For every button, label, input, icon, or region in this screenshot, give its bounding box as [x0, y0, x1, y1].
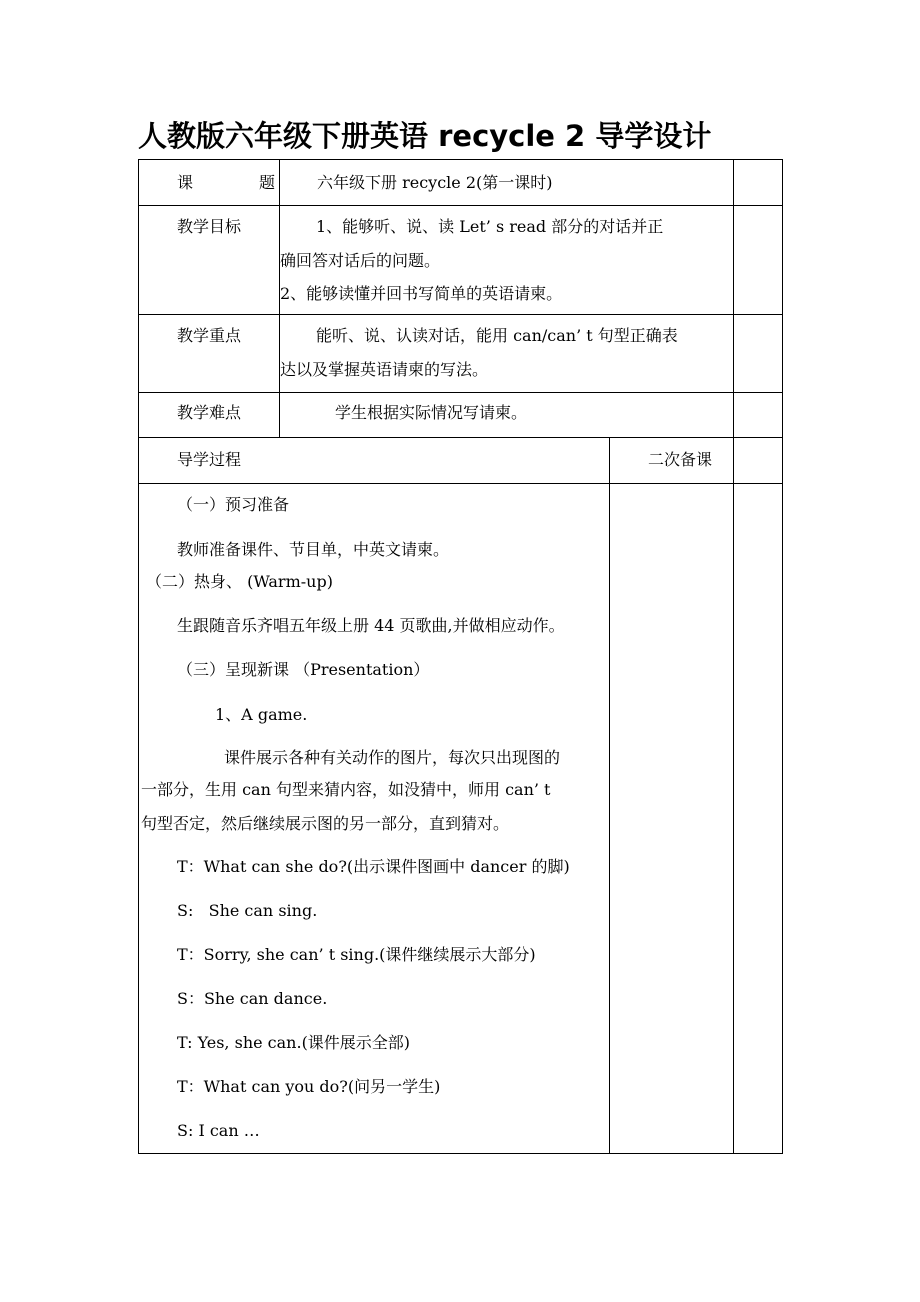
- key-line: 能听、说、认读对话，能用 can/can’ t 句型正确表: [316, 326, 678, 345]
- second-prep-label: 二次备课: [648, 450, 713, 469]
- table-border: [138, 314, 783, 315]
- difficulty-label: 教学难点: [177, 403, 242, 422]
- topic-label: 课: [177, 173, 194, 192]
- dialog-line: S：She can dance.: [177, 989, 328, 1008]
- goals-line: 确回答对话后的问题。: [280, 251, 441, 270]
- table-border: [782, 159, 783, 1154]
- key-line: 达以及掌握英语请柬的写法。: [280, 360, 489, 379]
- section-heading: （二）热身、 (Warm-up): [146, 572, 333, 591]
- goals-line: 1、能够听、说、读 Let’ s read 部分的对话并正: [316, 217, 664, 236]
- game-description-line: 课件展示各种有关动作的图片，每次只出现图的: [224, 748, 561, 767]
- dialog-line: T：Sorry, she can’ t sing.(课件继续展示大部分): [177, 945, 536, 964]
- dialog-line: S: She can sing.: [177, 901, 318, 920]
- table-border: [138, 159, 783, 160]
- difficulty-value: 学生根据实际情况写请柬。: [335, 403, 528, 422]
- game-description-line: 一部分，生用 can 句型来猜内容，如没猜中，师用 can’ t: [141, 780, 551, 799]
- goals-label: 教学目标: [177, 217, 242, 236]
- dialog-line: T: Yes, she can.(课件展示全部): [177, 1033, 411, 1052]
- goals-line: 2、能够读懂并回书写简单的英语请柬。: [280, 284, 563, 303]
- table-border: [733, 159, 734, 1154]
- table-border: [138, 159, 139, 1154]
- topic-value: 六年级下册 recycle 2(第一课时): [317, 173, 553, 192]
- dialog-line: S: I can …: [177, 1121, 260, 1140]
- dialog-line: T：What can she do?(出示课件图画中 dancer 的脚): [177, 857, 570, 876]
- section-text: 生跟随音乐齐唱五年级上册 44 页歌曲,并做相应动作。: [177, 616, 565, 635]
- topic-label: 题: [259, 173, 276, 192]
- table-border: [138, 437, 783, 438]
- table-border: [138, 483, 783, 484]
- table-border: [138, 392, 783, 393]
- page-title: 人教版六年级下册英语 recycle 2 导学设计: [138, 119, 712, 153]
- section-heading: （三）呈现新课 （Presentation）: [177, 660, 430, 679]
- table-border: [138, 205, 783, 206]
- section-heading: （一）预习准备: [177, 495, 290, 514]
- list-item: 1、A game.: [215, 705, 308, 724]
- table-border: [138, 1153, 783, 1154]
- section-text: 教师准备课件、节目单，中英文请柬。: [177, 540, 450, 559]
- table-border: [609, 437, 610, 1154]
- process-label: 导学过程: [177, 450, 242, 469]
- dialog-line: T：What can you do?(问另一学生): [177, 1077, 441, 1096]
- game-description-line: 句型否定，然后继续展示图的另一部分，直到猜对。: [141, 814, 510, 833]
- key-label: 教学重点: [177, 326, 242, 345]
